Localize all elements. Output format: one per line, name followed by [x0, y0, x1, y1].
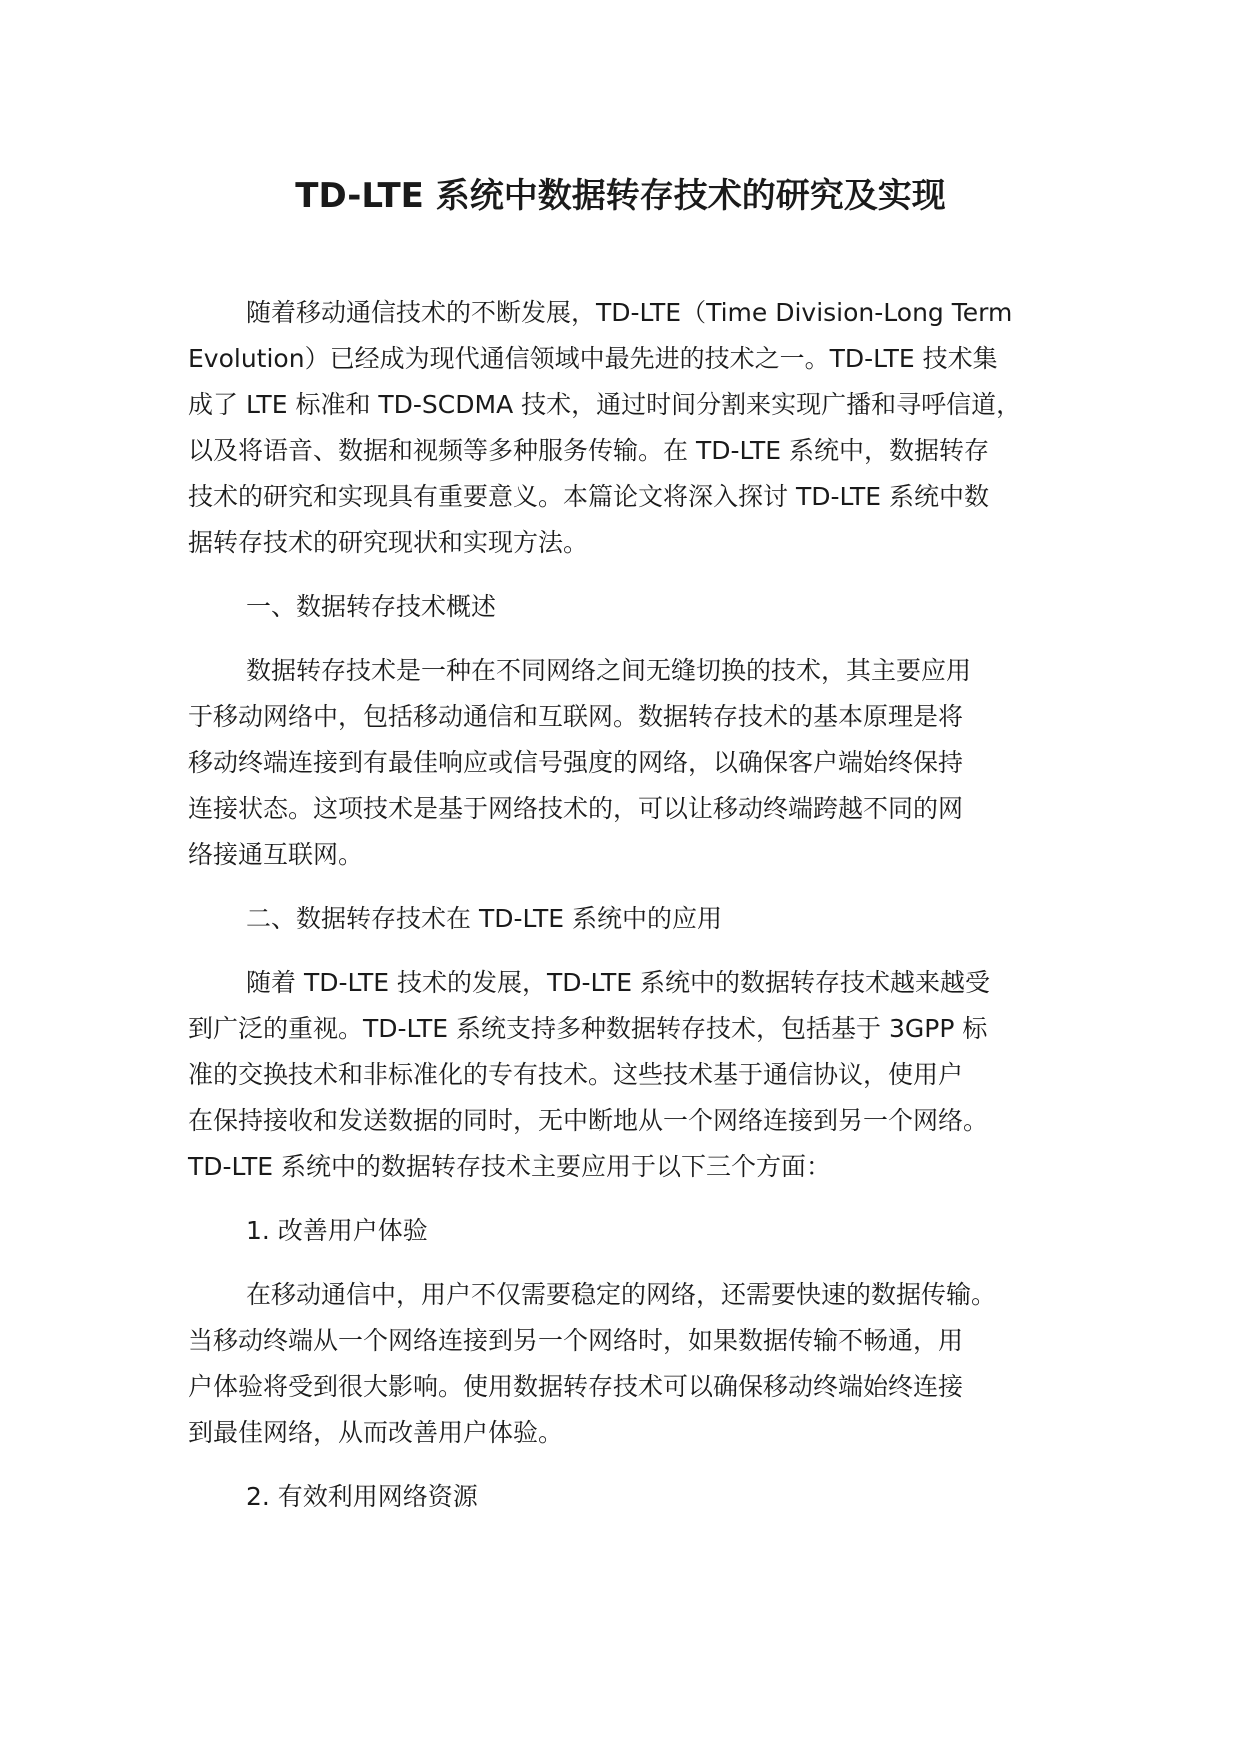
text-line: 据转存技术的研究现状和实现方法。 [188, 528, 589, 557]
text-line: 在移动通信中，用户不仅需要稳定的网络，还需要快速的数据传输。 [246, 1280, 997, 1309]
paragraph-application [188, 960, 1088, 1190]
paragraph-user-experience [188, 1272, 1088, 1456]
text-line: 成了 LTE 标准和 TD-SCDMA 技术，通过时间分割来实现广播和寻呼信道， [188, 390, 1022, 419]
text-line: 二、数据转存技术在 TD-LTE 系统中的应用 [246, 904, 722, 933]
text-line: 随着 TD-LTE 技术的发展，TD-LTE 系统中的数据转存技术越来越受 [246, 968, 991, 997]
text-line: 2. 有效利用网络资源 [246, 1482, 478, 1511]
text-line: 在保持接收和发送数据的同时，无中断地从一个网络连接到另一个网络。 [188, 1106, 989, 1135]
paragraph-intro [188, 290, 1088, 566]
text-line: Evolution）已经成为现代通信领域中最先进的技术之一。TD-LTE 技术集 [188, 344, 998, 373]
subheading-1 [188, 1208, 1088, 1254]
subheading-2 [188, 1474, 1088, 1520]
section-heading-1 [188, 584, 1088, 630]
text-line: 技术的研究和实现具有重要意义。本篇论文将深入探讨 TD-LTE 系统中数 [188, 482, 989, 511]
text-line: 到广泛的重视。TD-LTE 系统支持多种数据转存技术，包括基于 3GPP 标 [188, 1014, 988, 1043]
text-line: 到最佳网络，从而改善用户体验。 [188, 1418, 564, 1447]
text-line: 随着移动通信技术的不断发展，TD-LTE（Time Division-Long Term [246, 298, 1013, 327]
text-line: 数据转存技术是一种在不同网络之间无缝切换的技术，其主要应用 [246, 656, 972, 685]
text-line: 移动终端连接到有最佳响应或信号强度的网络，以确保客户端始终保持 [188, 748, 964, 777]
text-line: 户体验将受到很大影响。使用数据转存技术可以确保移动终端始终连接 [188, 1372, 964, 1401]
text-line: 1. 改善用户体验 [246, 1216, 428, 1245]
text-line: TD-LTE 系统中的数据转存技术主要应用于以下三个方面： [188, 1152, 832, 1181]
text-line: 准的交换技术和非标准化的专有技术。这些技术基于通信协议，使用户 [188, 1060, 964, 1089]
document-title: TD-LTE 系统中数据转存技术的研究及实现 [295, 176, 946, 216]
text-line: 络接通互联网。 [188, 840, 364, 869]
paragraph-overview [188, 648, 1088, 878]
text-line: 连接状态。这项技术是基于网络技术的，可以让移动终端跨越不同的网 [188, 794, 964, 823]
text-line: 一、数据转存技术概述 [246, 592, 497, 621]
text-line: 当移动终端从一个网络连接到另一个网络时，如果数据传输不畅通，用 [188, 1326, 964, 1355]
document-body [188, 290, 1088, 1520]
text-line: 于移动网络中，包括移动通信和互联网。数据转存技术的基本原理是将 [188, 702, 964, 731]
section-heading-2 [188, 896, 1088, 942]
text-line: 以及将语音、数据和视频等多种服务传输。在 TD-LTE 系统中，数据转存 [188, 436, 989, 465]
